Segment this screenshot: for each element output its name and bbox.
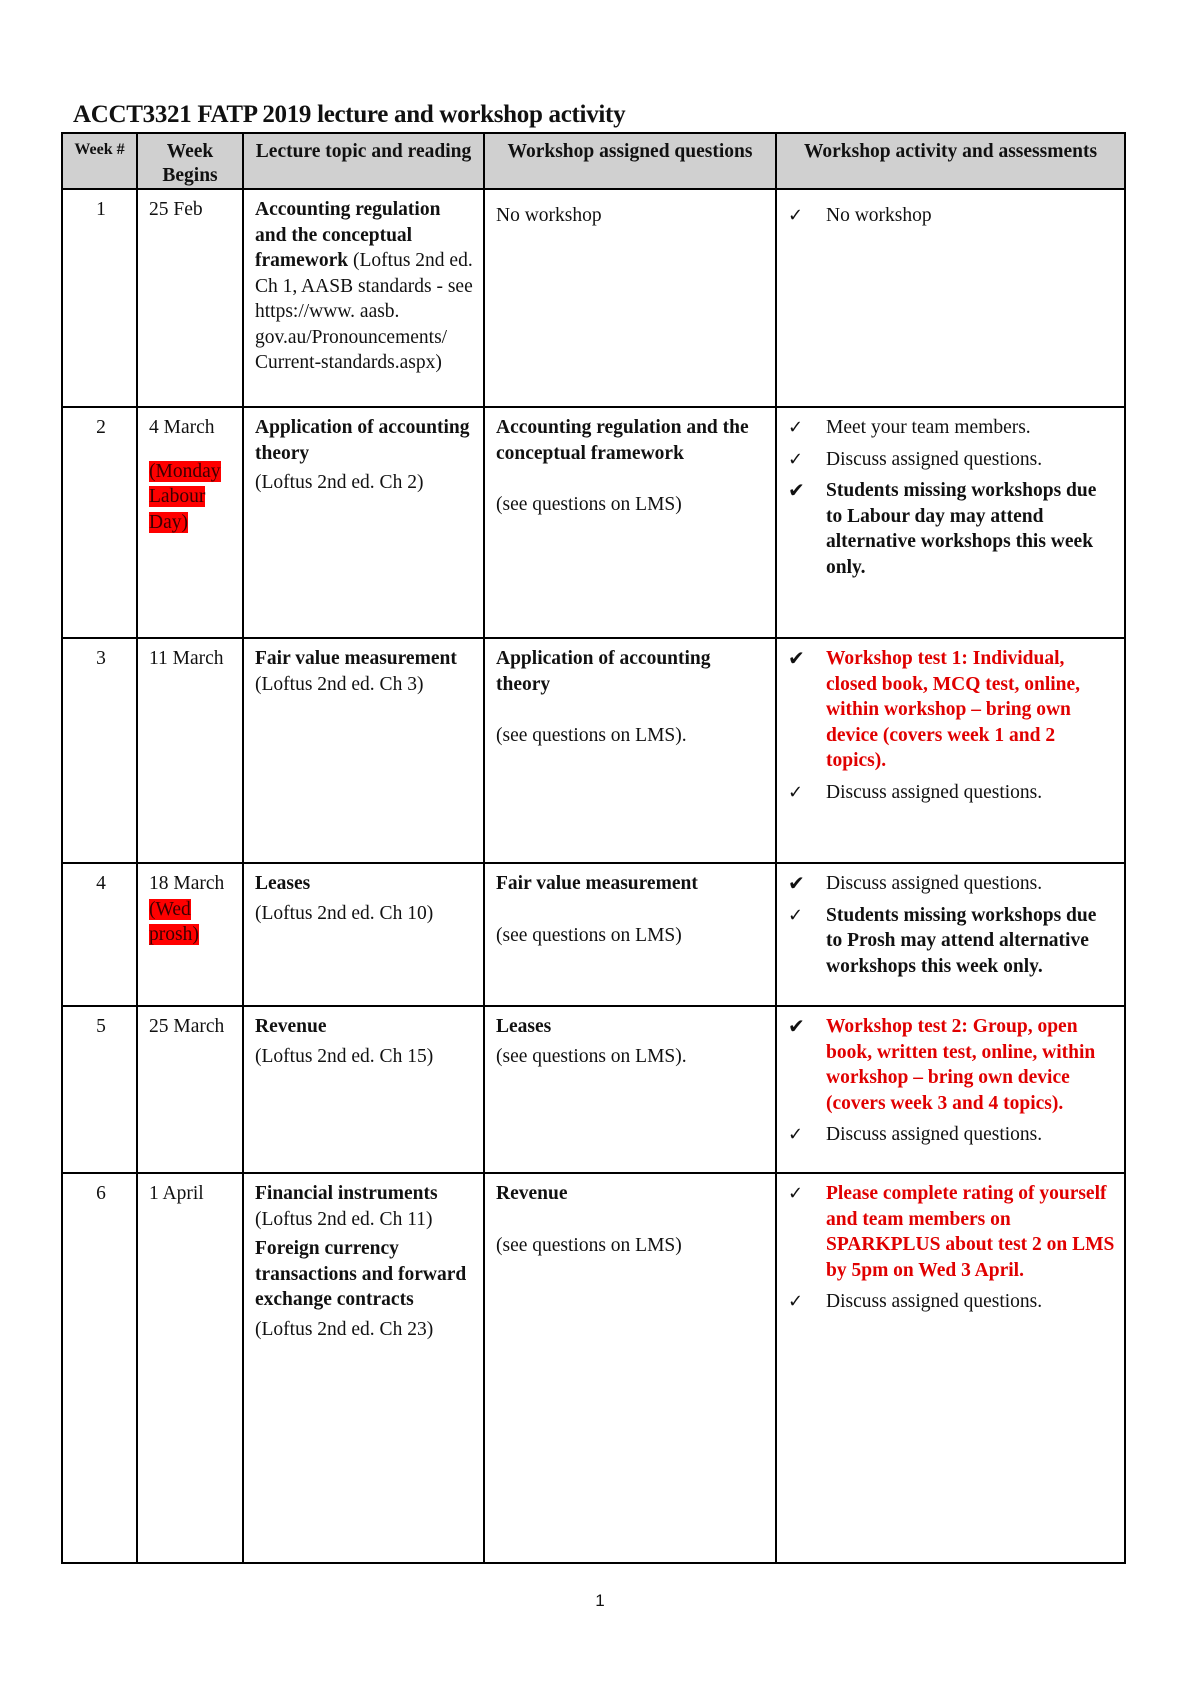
- activity-cell: [776, 407, 1125, 638]
- week-date: [137, 1006, 243, 1173]
- week-date: [137, 189, 243, 407]
- assigned-text: (see questions on LMS).: [496, 725, 687, 746]
- lecture-cell: [243, 638, 484, 863]
- lecture-topic: Application of accounting theory: [255, 417, 470, 464]
- checkmark-icon: ✓: [788, 904, 804, 926]
- list-item: ✔ Workshop test 2: Group, open book, written test, online, within workshop – bring own device (covers week 3 and 4 topics).: [788, 1014, 1096, 1114]
- assigned-text: (see questions on LMS).: [496, 1045, 687, 1067]
- week-date: [137, 1173, 243, 1563]
- week-date: [137, 863, 243, 1006]
- header-lecture: Lecture topic and reading: [243, 133, 484, 189]
- table-row: [62, 863, 1125, 1006]
- lecture-topic: Financial instruments: [255, 1183, 438, 1204]
- checkmark-icon: ✓: [788, 448, 804, 470]
- assigned-cell: [484, 189, 776, 407]
- list-item: ✓ Discuss assigned questions.: [788, 447, 1116, 473]
- list-item: ✓ Meet your team members.: [788, 415, 1116, 441]
- list-item: ✓ No workshop: [788, 203, 1116, 229]
- date-text: 25 March: [149, 1016, 225, 1037]
- lecture-cell: [243, 189, 484, 407]
- date-text: 11 March: [149, 648, 224, 669]
- lecture-cell: [243, 407, 484, 638]
- page-title: ACCT3321 FATP 2019 lecture and workshop activity: [73, 101, 626, 128]
- assigned-topic: Revenue: [496, 1183, 568, 1204]
- lecture-reading-2: (Loftus 2nd ed. Ch 23): [255, 1318, 434, 1340]
- table-row: [62, 189, 1125, 407]
- checkmark-icon: ✔: [788, 871, 805, 895]
- lecture-topic-2: Foreign currency transactions and forward exchange contracts: [255, 1238, 467, 1310]
- list-item: ✓ Discuss assigned questions.: [788, 1289, 1116, 1315]
- lecture-reading: (Loftus 2nd ed. Ch 3): [255, 673, 424, 695]
- activity-cell: [776, 1006, 1125, 1173]
- assigned-topic: Fair value measurement: [496, 873, 698, 894]
- week-number: 2: [62, 407, 137, 638]
- lecture-reading: (Loftus 2nd ed. Ch 15): [255, 1045, 434, 1067]
- checkmark-icon: ✔: [788, 478, 805, 502]
- table-row: [62, 1006, 1125, 1173]
- list-item: ✓ Please complete rating of yourself and team members on SPARKPLUS about test 2 on LMS by 5pm on Wed 3 April.: [788, 1183, 1115, 1281]
- header-week-begins: Week Begins: [137, 133, 243, 189]
- header-assigned: Workshop assigned questions: [484, 133, 776, 189]
- header-activity: Workshop activity and assessments: [776, 133, 1125, 189]
- assigned-topic: Accounting regulation and the conceptual framework: [496, 417, 749, 464]
- date-text: 4 March: [149, 417, 215, 438]
- assigned-cell: [484, 863, 776, 1006]
- activity-cell: [776, 863, 1125, 1006]
- week-number: 6: [62, 1173, 137, 1563]
- activity-cell: [776, 1173, 1125, 1563]
- checkmark-icon: ✓: [788, 781, 804, 803]
- checkmark-icon: ✓: [788, 205, 804, 226]
- lecture-reading: (Loftus 2nd ed. Ch 10): [255, 902, 434, 924]
- activity-cell: [776, 638, 1125, 863]
- table-row: [62, 407, 1125, 638]
- holiday-note: (Monday Labour Day): [149, 460, 221, 533]
- lecture-cell: [243, 1173, 484, 1563]
- list-item: ✓ Discuss assigned questions.: [788, 780, 1116, 806]
- date-text: 1 April: [149, 1183, 204, 1204]
- assigned-cell: [484, 1173, 776, 1563]
- checkmark-icon: ✓: [788, 1183, 804, 1204]
- lecture-cell: [243, 1006, 484, 1173]
- week-number: 1: [62, 189, 137, 407]
- schedule-table: [61, 132, 1126, 1564]
- assigned-text: No workshop: [496, 205, 602, 226]
- week-number: 3: [62, 638, 137, 863]
- assigned-cell: [484, 638, 776, 863]
- assigned-topic: Application of accounting theory: [496, 648, 711, 695]
- lecture-reading: (Loftus 2nd ed. Ch 11): [255, 1208, 433, 1230]
- week-number: 4: [62, 863, 137, 1006]
- checkmark-icon: ✔: [788, 1014, 805, 1038]
- assigned-cell: [484, 1006, 776, 1173]
- header-week-number: Week #: [62, 133, 137, 189]
- page-number: 1: [595, 1591, 605, 1610]
- table-row: [62, 1173, 1125, 1563]
- date-text: 25 Feb: [149, 199, 203, 220]
- assigned-text: (see questions on LMS): [496, 1234, 682, 1256]
- checkmark-icon: ✓: [788, 417, 804, 438]
- assigned-topic: Leases: [496, 1016, 552, 1037]
- lecture-topic: Accounting regulation and the conceptual framework: [255, 199, 441, 271]
- lecture-reading: (Loftus 2nd ed. Ch 1, AASB standards - see https://www. aasb. gov.au/Pronouncements/ Current-standards.aspx): [255, 250, 473, 373]
- lecture-topic: Leases: [255, 873, 311, 894]
- list-item: ✓ Students missing workshops due to Prosh may attend alternative workshops this week only.: [788, 904, 1097, 977]
- assigned-cell: [484, 407, 776, 638]
- table-header-row: [62, 133, 1125, 189]
- week-date: [137, 638, 243, 863]
- list-item: ✔ Workshop test 1: Individual, closed book, MCQ test, online, within workshop – bring own device (covers week 1 and 2 topics).: [788, 646, 1081, 771]
- lecture-reading: (Loftus 2nd ed. Ch 2): [255, 472, 424, 493]
- assigned-text: (see questions on LMS): [496, 494, 682, 515]
- lecture-cell: [243, 863, 484, 1006]
- week-date: [137, 407, 243, 638]
- lecture-topic: Fair value measurement: [255, 648, 457, 669]
- table-row: [62, 638, 1125, 863]
- activity-cell: [776, 189, 1125, 407]
- list-item: ✓ Discuss assigned questions.: [788, 1122, 1116, 1148]
- checkmark-icon: ✓: [788, 1291, 804, 1312]
- list-item: ✔ Students missing workshops due to Labour day may attend alternative workshops this week only.: [788, 478, 1097, 578]
- week-number: 5: [62, 1006, 137, 1173]
- assigned-text: (see questions on LMS): [496, 924, 682, 946]
- lecture-topic: Revenue: [255, 1016, 327, 1037]
- date-text: 18 March: [149, 873, 225, 894]
- checkmark-icon: ✔: [788, 646, 805, 670]
- holiday-note: (Wed prosh): [149, 898, 199, 945]
- checkmark-icon: ✓: [788, 1124, 804, 1145]
- list-item: ✔ Discuss assigned questions.: [788, 871, 1043, 895]
